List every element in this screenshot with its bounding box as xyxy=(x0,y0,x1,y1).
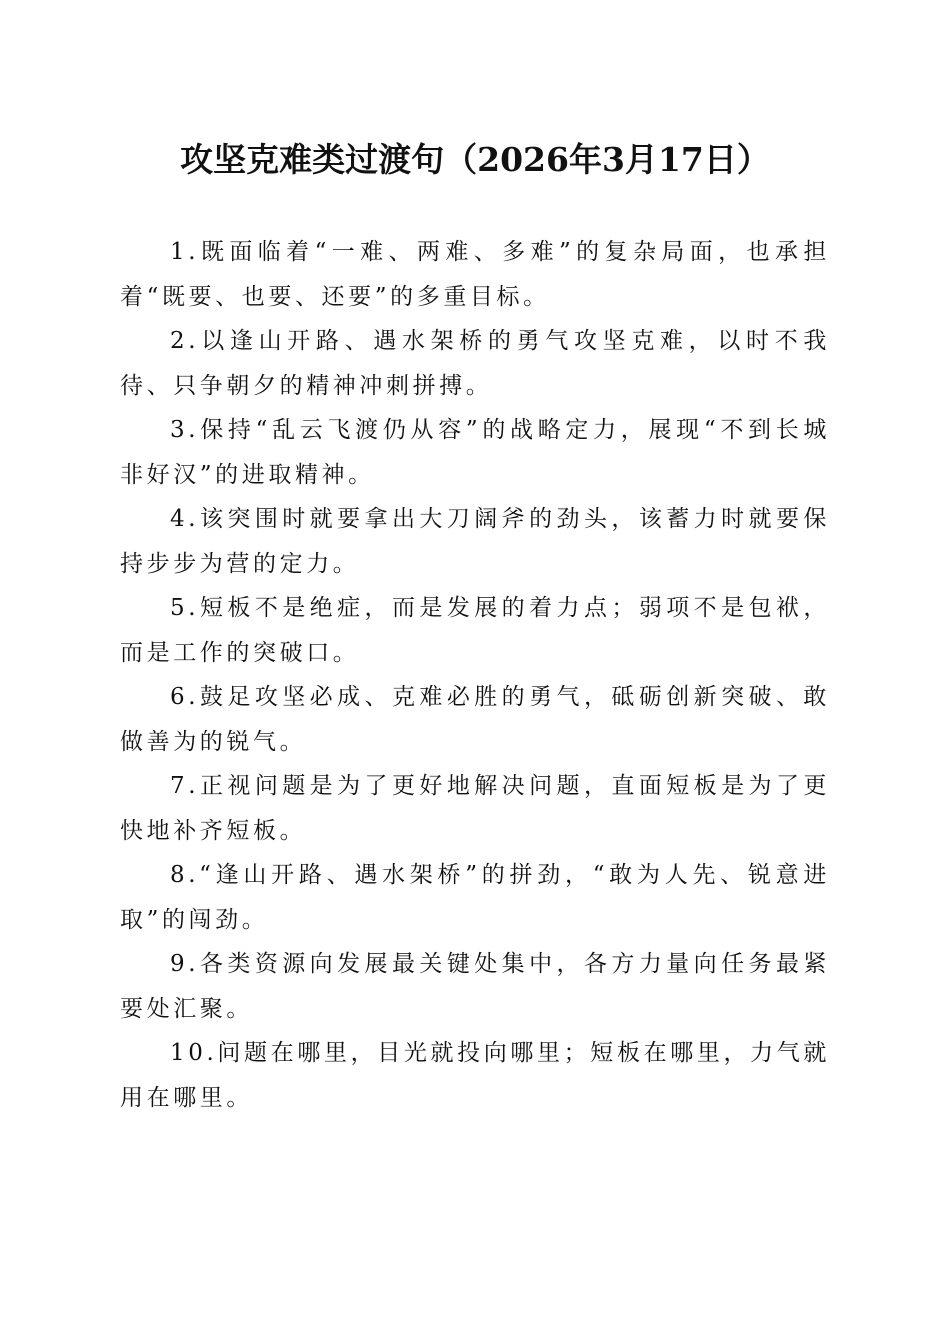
paragraph-7: 7.正视问题是为了更好地解决问题，直面短板是为了更快地补齐短板。 xyxy=(120,773,830,844)
paragraph-6: 6.鼓足攻坚必成、克难必胜的勇气，砥砺创新突破、敢做善为的锐气。 xyxy=(120,684,830,755)
paragraph-3: 3.保持“乱云飞渡仍从容”的战略定力，展现“不到长城非好汉”的进取精神。 xyxy=(120,417,830,488)
page-title: 攻坚克难类过渡句（2026年3月17日） xyxy=(180,140,770,179)
paragraph-8: 8.“逢山开路、遇水架桥”的拼劲，“敢为人先、锐意进取”的闯劲。 xyxy=(120,862,830,933)
document-body xyxy=(120,230,830,1120)
paragraph-10: 10.问题在哪里，目光就投向哪里；短板在哪里，力气就用在哪里。 xyxy=(120,1040,830,1111)
paragraph-4: 4.该突围时就要拿出大刀阔斧的劲头，该蓄力时就要保持步步为营的定力。 xyxy=(120,506,830,577)
paragraph-2: 2.以逢山开路、遇水架桥的勇气攻坚克难，以时不我待、只争朝夕的精神冲刺拼搏。 xyxy=(120,328,830,399)
paragraph-1: 1.既面临着“一难、两难、多难”的复杂局面，也承担着“既要、也要、还要”的多重目标。 xyxy=(120,239,830,310)
paragraph-9: 9.各类资源向发展最关键处集中，各方力量向任务最紧要处汇聚。 xyxy=(120,951,830,1022)
paragraph-5: 5.短板不是绝症，而是发展的着力点；弱项不是包袱，而是工作的突破口。 xyxy=(120,595,830,666)
